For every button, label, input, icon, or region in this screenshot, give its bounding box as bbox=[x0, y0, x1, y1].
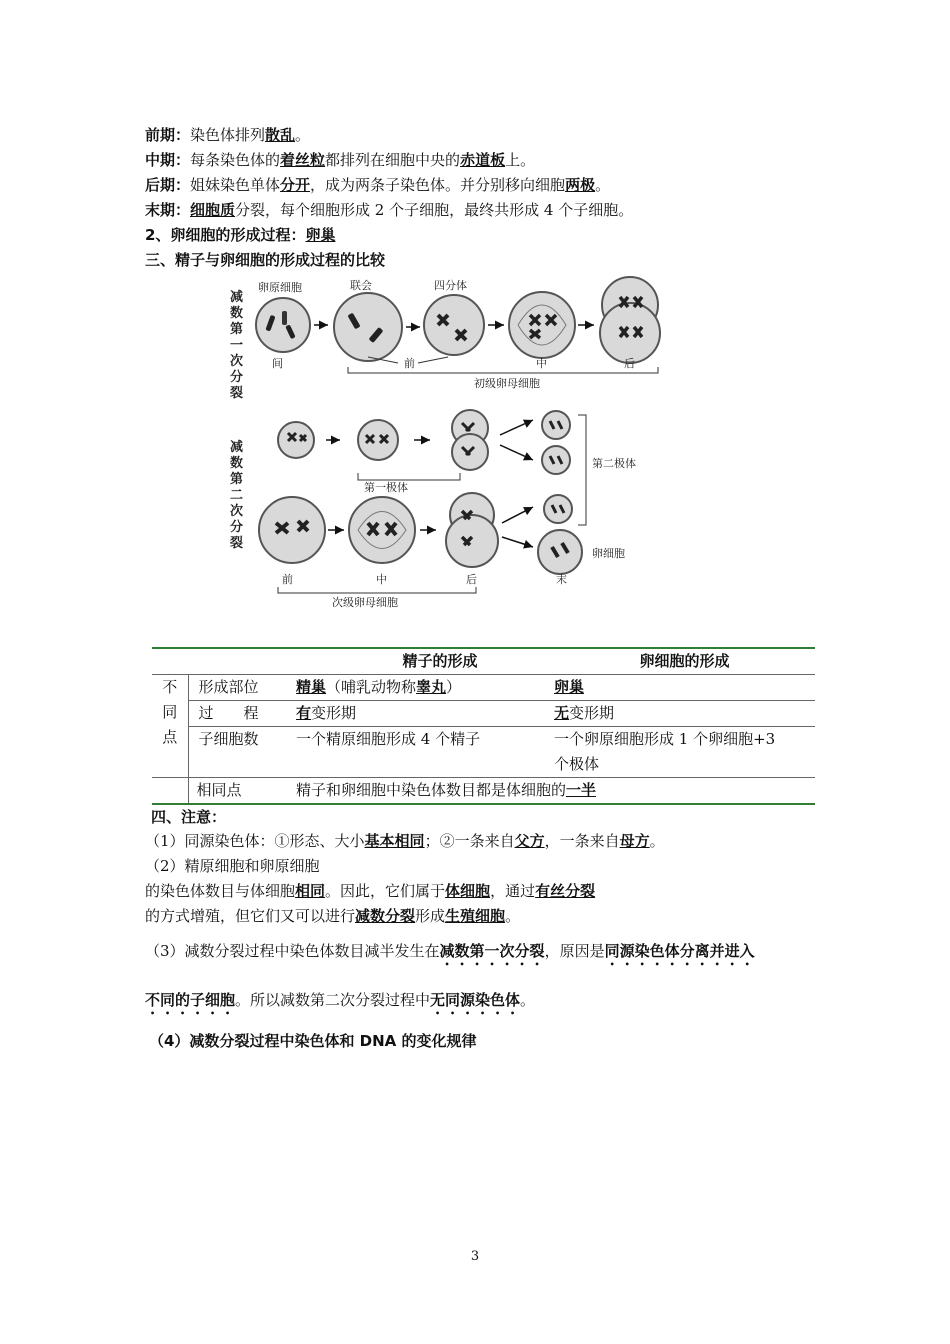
key-term: 精巢 bbox=[296, 678, 327, 696]
key-term: 卵巢 bbox=[554, 678, 585, 696]
side-label-char: 数 bbox=[230, 306, 244, 321]
metaphase-line bbox=[145, 149, 535, 171]
polar-metaphase-cell bbox=[358, 420, 398, 460]
side-label-char: 减 bbox=[230, 290, 244, 305]
figure-label: 间 bbox=[272, 357, 283, 370]
cell-text: （哺乳动物称 bbox=[326, 678, 417, 696]
figure-label: 卵原细胞 bbox=[258, 281, 302, 294]
note-text: ；②一条来自 bbox=[424, 832, 515, 850]
secondary-oocyte-prophase-cell bbox=[259, 497, 325, 563]
phase-text: 分裂，每个细胞形成 2 个子细胞，最终共形成 4 个子细胞。 bbox=[235, 201, 634, 219]
notes-heading: 四、注意： bbox=[151, 808, 227, 826]
key-term: 无同源染色体 bbox=[430, 991, 521, 1009]
label-oogonium bbox=[258, 281, 302, 294]
oogenesis-figure bbox=[228, 275, 668, 615]
meiosis-1-side-label bbox=[230, 289, 243, 401]
side-label-char: 次 bbox=[230, 354, 244, 369]
section-heading-comparison: 三、精子与卵细胞的形成过程的比较 bbox=[145, 251, 386, 269]
side-label-char: 第 bbox=[230, 472, 244, 487]
second-polar-body-2 bbox=[542, 446, 570, 474]
cell-text: 精子和卵细胞中染色体数目都是体细胞的 bbox=[296, 781, 567, 799]
note-2-line-1: （2）精原细胞和卵原细胞 bbox=[145, 857, 320, 875]
diff-char: 同 bbox=[162, 703, 178, 721]
side-label-char: 裂 bbox=[230, 536, 244, 551]
key-term: 卵巢 bbox=[305, 226, 336, 244]
note-text: 。 bbox=[649, 832, 665, 850]
side-label-char: 一 bbox=[230, 338, 244, 353]
figure-label: 后 bbox=[624, 357, 635, 370]
heading-text: 2、卵细胞的形成过程： bbox=[145, 226, 306, 244]
key-term: 有丝分裂 bbox=[535, 882, 596, 900]
diff-char: 点 bbox=[162, 728, 178, 746]
note-2-line-3 bbox=[145, 905, 520, 927]
phase-label: 前期： bbox=[145, 126, 191, 144]
phase-label: 后期： bbox=[145, 176, 191, 194]
figure-label: 后 bbox=[466, 573, 477, 586]
phase-text: 。 bbox=[295, 126, 311, 144]
phase-text: ，成为两条子染色体。并分别移向细胞 bbox=[310, 176, 566, 194]
figure-label: 联会 bbox=[350, 279, 372, 292]
key-term: 分开 bbox=[280, 176, 311, 194]
figure-label: 卵细胞 bbox=[592, 547, 625, 560]
note-text: 的染色体数目与体细胞 bbox=[145, 882, 296, 900]
row-label: 相同点 bbox=[188, 778, 296, 805]
anaphase-1-cell bbox=[600, 277, 660, 363]
cell-text: 一个卵原细胞形成 1 个卵细胞+3 bbox=[554, 730, 776, 748]
row-label: 过 程 bbox=[188, 701, 296, 727]
note-text: ，原因是 bbox=[544, 942, 605, 960]
label-synapsis bbox=[350, 278, 372, 292]
key-term: 相同 bbox=[295, 882, 326, 900]
cell-text: ） bbox=[446, 678, 462, 696]
synapsis-cell bbox=[334, 293, 402, 361]
phase-text: 都排列在细胞中央的 bbox=[325, 151, 461, 169]
key-term: 同源染色体分离并进入 bbox=[604, 942, 755, 960]
page-number: 3 bbox=[470, 1249, 480, 1264]
note-text: 。所以减数第二次分裂过程中 bbox=[235, 991, 431, 1009]
label-tetrad bbox=[434, 278, 467, 292]
key-term: 两极 bbox=[565, 176, 596, 194]
note-3-line-1 bbox=[145, 940, 755, 969]
figure-label: 次级卵母细胞 bbox=[332, 596, 398, 609]
side-label-char: 减 bbox=[230, 440, 244, 455]
phase-text: 。 bbox=[595, 176, 611, 194]
secondary-oocyte-metaphase-cell bbox=[349, 497, 415, 563]
figure-label: 第二极体 bbox=[592, 457, 636, 470]
polar-anaphase-cell bbox=[452, 410, 488, 470]
key-term: 父方 bbox=[514, 832, 545, 850]
key-term: 减数分裂 bbox=[355, 907, 416, 925]
cell-text: 变形期 bbox=[311, 704, 357, 722]
table-row bbox=[152, 727, 815, 778]
note-text: 。 bbox=[520, 991, 536, 1009]
note-3-line-2 bbox=[145, 989, 535, 1018]
key-term: 细胞质 bbox=[190, 201, 236, 219]
cell-text: 个极体 bbox=[554, 755, 600, 773]
side-label-char: 裂 bbox=[230, 386, 244, 401]
key-term: 基本相同 bbox=[364, 832, 425, 850]
diff-label bbox=[152, 675, 188, 778]
row-label: 形成部位 bbox=[188, 675, 296, 701]
note-text: （3）减数分裂过程中染色体数目减半发生在 bbox=[145, 942, 440, 960]
table-row bbox=[152, 675, 815, 701]
egg-cell bbox=[538, 530, 582, 574]
key-term: 体细胞 bbox=[445, 882, 491, 900]
note-text: ，一条来自 bbox=[544, 832, 620, 850]
phase-text: 每条染色体的 bbox=[190, 151, 281, 169]
key-term: 一半 bbox=[566, 781, 597, 799]
anaphase-line bbox=[145, 174, 610, 196]
note-text: （1）同源染色体：①形态、大小 bbox=[145, 832, 365, 850]
figure-label: 初级卵母细胞 bbox=[474, 377, 540, 390]
note-text: 的方式增殖，但它们又可以进行 bbox=[145, 907, 356, 925]
figure-label: 末 bbox=[556, 573, 567, 586]
phase-text: 姐妹染色单体 bbox=[190, 176, 281, 194]
header-sperm: 精子的形成 bbox=[296, 648, 554, 675]
note-text: 。因此，它们属于 bbox=[325, 882, 446, 900]
first-polar-body-cell bbox=[278, 422, 314, 458]
side-label-char: 第 bbox=[230, 322, 244, 337]
table-row bbox=[152, 701, 815, 727]
header-egg: 卵细胞的形成 bbox=[554, 648, 815, 675]
side-label-char: 数 bbox=[230, 456, 244, 471]
secondary-oocyte-anaphase-cell bbox=[446, 493, 498, 567]
side-label-char: 分 bbox=[230, 370, 244, 385]
key-term: 赤道板 bbox=[460, 151, 506, 169]
figure-label: 中 bbox=[376, 573, 387, 586]
prophase-line bbox=[145, 124, 310, 146]
side-label-char: 二 bbox=[230, 488, 244, 503]
key-term: 减数第一次分裂 bbox=[439, 942, 545, 960]
key-term: 生殖细胞 bbox=[445, 907, 506, 925]
side-label-char: 分 bbox=[230, 520, 244, 535]
figure-label: 四分体 bbox=[434, 279, 467, 292]
note-1 bbox=[145, 830, 665, 852]
key-term: 不同的子细胞 bbox=[145, 991, 236, 1009]
key-term: 散乱 bbox=[265, 126, 296, 144]
note-text: 形成 bbox=[415, 907, 446, 925]
note-text: ，通过 bbox=[490, 882, 536, 900]
table-row-same bbox=[152, 778, 815, 805]
cell-text: 一个精原细胞形成 4 个精子 bbox=[296, 727, 554, 778]
egg-formation-heading bbox=[145, 224, 335, 246]
figure-label: 第一极体 bbox=[364, 481, 408, 494]
phase-text: 上。 bbox=[505, 151, 536, 169]
key-term: 着丝粒 bbox=[280, 151, 326, 169]
second-polar-body-3 bbox=[544, 495, 572, 523]
key-term: 无 bbox=[554, 704, 570, 722]
phase-text: 染色体排列 bbox=[190, 126, 266, 144]
figure-label: 前 bbox=[404, 357, 415, 370]
key-term: 睾丸 bbox=[416, 678, 447, 696]
key-term: 有 bbox=[296, 704, 312, 722]
meiosis-2-side-label bbox=[230, 439, 243, 551]
note-4: （4）减数分裂过程中染色体和 DNA 的变化规律 bbox=[149, 1032, 477, 1050]
phase-label: 末期： bbox=[145, 201, 191, 219]
row-label: 子细胞数 bbox=[188, 727, 296, 778]
oogonium-cell bbox=[256, 298, 310, 352]
metaphase-1-cell bbox=[509, 292, 575, 358]
note-2-line-2 bbox=[145, 880, 595, 902]
cell-text: 变形期 bbox=[569, 704, 615, 722]
key-term: 母方 bbox=[619, 832, 650, 850]
table-header-row bbox=[152, 648, 815, 675]
figure-label: 前 bbox=[282, 573, 293, 586]
second-polar-body-1 bbox=[542, 411, 570, 439]
note-text: 。 bbox=[505, 907, 521, 925]
diff-char: 不 bbox=[162, 678, 178, 696]
figure-label: 中 bbox=[536, 357, 547, 370]
phase-label: 中期： bbox=[145, 151, 191, 169]
comparison-table bbox=[152, 647, 815, 805]
side-label-char: 次 bbox=[230, 504, 244, 519]
tetrad-cell bbox=[424, 295, 484, 355]
telophase-line bbox=[145, 199, 633, 221]
